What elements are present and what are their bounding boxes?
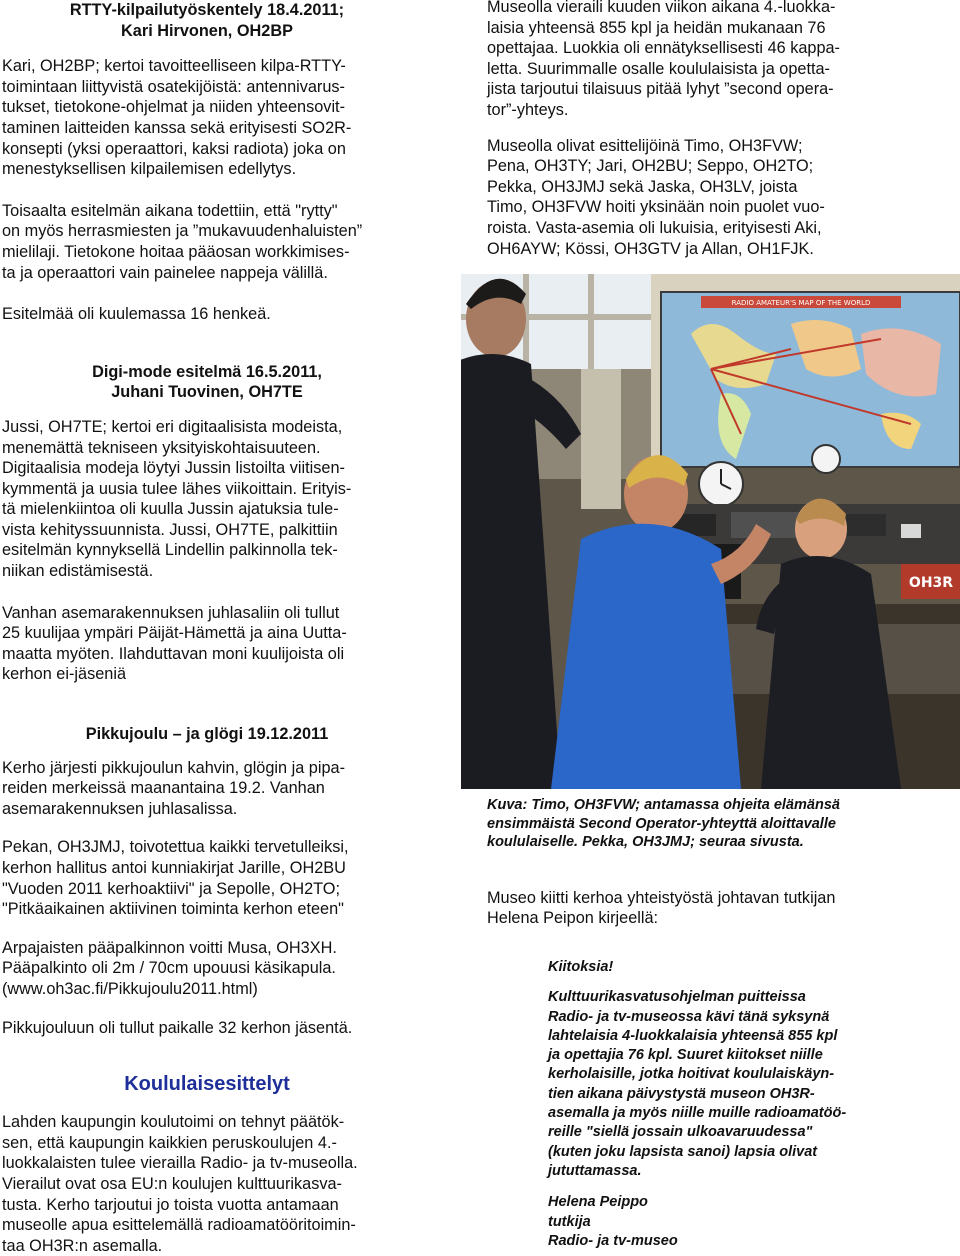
digi-section-title: Digi-mode esitelmä 16.5.2011, Juhani Tuovinen, OH7TE: [92, 362, 322, 402]
thanks-intro: Museo kiitti kerhoa yhteistyöstä johtavan tutkijan Helena Peipon kirjeellä:: [487, 888, 836, 928]
left-column: [2, 0, 412, 1256]
digi-paragraph-2: Vanhan asemarakennuksen juhlasaliin oli tullut 25 kuulijaa ympäri Päijät-Hämettä ja aina Uutta- maatta myöten. Ilahduttavan moni kuulijoista oli kerhon ei-jäseniä: [2, 603, 347, 684]
station-sign: OH3R: [908, 575, 954, 591]
pikkujoulu-paragraph-4: Pikkujouluun oli tullut paikalle 32 kerhon jäsentä.: [2, 1018, 353, 1037]
photo-caption: Kuva: Timo, OH3FVW; antamassa ohjeita elämänsä ensimmäistä Second Operator-yhteyttä aloittavalle koululaiselle. Pekka, OH3JMJ; seuraa sivusta.: [487, 797, 840, 850]
pikkujoulu-paragraph-3: Arpajaisten pääpalkinnon voitti Musa, OH3XH. Pääpalkinto oli 2m / 70cm upouusi käsikapula. (www.oh3ac.fi/Pikkujoulu2011.html): [2, 938, 337, 998]
koululaisesittelyt-title: Koululaisesittelyt: [124, 1073, 290, 1096]
rtty-section-title: RTTY-kilpailutyöskentely 18.4.2011; Kari Hirvonen, OH2BP: [69, 1, 345, 40]
letter-signature: Helena Peippo tutkija Radio- ja tv-museo: [548, 1194, 678, 1249]
photo-caption-block: [487, 796, 927, 929]
small-clock-icon: [812, 445, 840, 473]
right-column: [487, 0, 907, 259]
map-banner-text: RADIO AMATEUR'S MAP OF THE WORLD: [731, 299, 871, 307]
digi-paragraph-1: Jussi, OH7TE; kertoi eri digitaalisista modeista, menemättä tekniseen yksityiskohtaisuuteen. Digitaalisia modeja löytyi Jussin listoilta viitisen- kymmentä ja uusia tulee lähes viikoittain. Erityis- tä mielenkiintoa oli kuulla Jussin ajatuksia tule- vista kehityssuunnista. Jussi, OH7TE, palkittiin esitelmän kynnyksellä Lindellin palkinnolla tek- niikan edistämisestä.: [2, 417, 352, 581]
pikkujoulu-paragraph-1: Kerho järjesti pikkujoulun kahvin, glögin ja pipa- reiden merkeissä maanantaina 19.2. Vanhan asemarakennuksen juhlasalissa.: [2, 758, 346, 818]
letter-body: Kulttuurikasvatusohjelman puitteissa Radio- ja tv-museossa kävi tänä syksynä lahtelaisia 4-luokkalaisia yhteensä 855 kpl ja opettajia 76 kpl. Suuret kiitokset niille kerholaisille, jotka hoitivat koululaiskäyn- tien aikana päivystystä museon OH3R- asemalla ja myös niille muille radioamatöö- reille "siellä jossain ulkoavaruudessa" (kuten joku lapsista sanoi) lapsia olivat jututtamassa.: [548, 989, 847, 1179]
station-photo-illustration: [461, 274, 960, 789]
museo-paragraph-1: Museolla vieraili kuuden viikon aikana 4.-luokka- laisia yhteensä 855 kpl ja heidän mukanaan 76 opettajaa. Luokkia oli ennätyksellisesti 46 kappa- letta. Suurimmalle osalle koululaisista ja opetta- jista tarjoutui tilaisuus pitää lyhyt ”second opera- tor”-yhteys.: [487, 0, 840, 119]
rtty-paragraph-3: Esitelmää oli kuulemassa 16 henkeä.: [2, 305, 271, 324]
museo-paragraph-2: Museolla olivat esittelijöinä Timo, OH3FVW; Pena, OH3TY; Jari, OH2BU; Seppo, OH2TO; Pekka, OH3JMJ sekä Jaska, OH3LV, joista Timo, OH3FVW hoiti yksinään noin puolet vuo- roista. Vasta-asemia oli lukuisia, erityisesti Aki, OH6AYW; Kössi, OH3GTV ja Allan, OH1FJK.: [487, 136, 825, 258]
pikkujoulu-section-title: Pikkujoulu – ja glögi 19.12.2011: [85, 725, 329, 744]
rtty-paragraph-2: Toisaalta esitelmän aikana todettiin, että "rytty" on myös herrasmiesten ja ”mukavuudenhaluisten” mielilaji. Tietokone hoitaa pääosan workkimises- ta ja operaattori vain painelee nappeja välillä.: [2, 201, 363, 282]
thank-you-letter: [548, 958, 948, 1251]
station-photo: [461, 274, 960, 789]
pikkujoulu-paragraph-2: Pekan, OH3JMJ, toivotettua kaikki tervetulleiksi, kerhon hallitus antoi kunniakirjat Jarille, OH2BU "Vuoden 2011 kerhoaktiivi" ja Sepolle, OH2TO; "Pitkäaikainen aktiivinen toiminta kerhon eteen": [2, 838, 349, 919]
koululaisesittelyt-paragraph: Lahden kaupungin koulutoimi on tehnyt päätök- sen, että kaupungin kaikkien peruskoulujen 4.- luokkalaisten tulee vierailla Radio- ja tv-museolla. Vierailut ovat osa EU:n koulujen kulttuurikasva- tusta. Kerho tarjoutui jo toista vuotta antamaan museolle apua esittelemällä radioamatööritoimin- taa OH3R:n asemalla.: [2, 1113, 358, 1255]
letter-greeting: Kiitoksia!: [548, 959, 614, 975]
rtty-paragraph-1: Kari, OH2BP; kertoi tavoitteelliseen kilpa-RTTY- toimintaan liittyvistä osatekijöistä: antennivarus- tukset, tietokone-ohjelmat ja niiden yhteensovit- taminen laitteiden kanssa sekä erityisesti SO2R- konsepti (yksi operaattori, kaksi radiota) joka on menestyksellisen kilpailemisen edellytys.: [2, 57, 352, 179]
